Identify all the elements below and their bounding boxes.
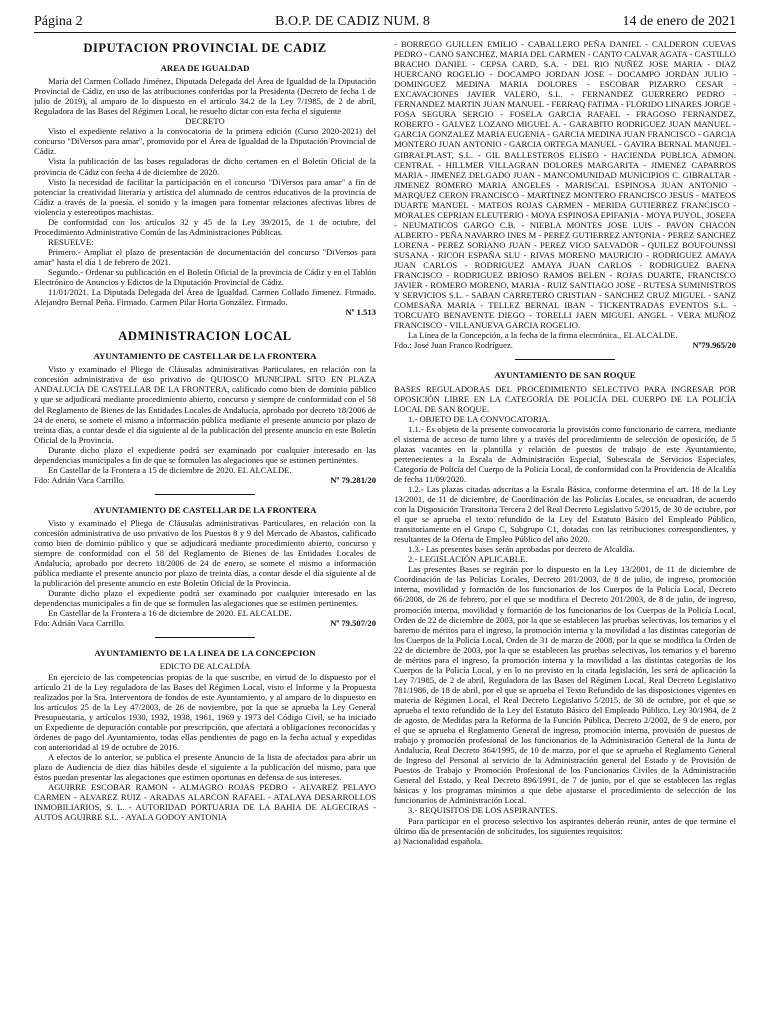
separator-line [155,494,255,495]
paragraph: 1.2.- Las plazas citadas adscritas a la Escala Básica, conforme determina el art. 18 de la Ley 13/2001, de 11 de diciembre, de Coordinación de las Policías Locales, se encuadran, de acuerdo con la Disposición Transitoria Tercera 2 del Real Decreto Legislativo 5/2015, de 30 de octubre, por el que se aprueba el texto refundido de la Ley del Estatuto Básico del Empleado Público, transitoriamente en el Grupo C, Subgrupo C1, dotadas con las retribuciones correspondientes, y resultantes de la Oferta de Empleo Público del año 2020. [394,483,736,545]
bases-heading: BASES REGULADORAS DEL PROCEDIMIENTO SELECTIVO PARA INGRESAR POR OPOSICIÓN LIBRE EN LA CATEGORÍA DE POLICÍA DEL CUERPO DE LA POLICÍA LOCAL DE SAN ROQUE. [394,383,736,414]
affected-list-start: AGUIRRE ESCOBAR RAMON - ALMAGRO ROJAS PEDRO - ALVAREZ PELAYO CARMEN - ALVAREZ RUIZ - ARADAS ALARCON RAFAEL - ATALAYA DESARROLLOS INMOBILIARIOS, S. L. - AUTORIDAD PORTUARIA DE LA BAHIA DE ALGECIRAS - AUTOS AGUIRRE S.L. - AYALA GODOY ANTONIA [34,782,376,823]
notice-number: Nº79.965/20 [692,340,736,351]
notice-title-castellar-1: AYUNTAMIENTO DE CASTELLAR DE LA FRONTERA [93,351,317,362]
signature-row [34,618,376,628]
paragraph: 1.1.- Es objeto de la presente convocatoria la provisión como funcionario de carrera, mediante el sistema de acceso de turno libre y a través del procedimiento de selección de oposición, de 5 plazas vacantes en la plantilla y relación de puestos de trabajo de este Ayuntamiento, pertenecientes a la Escala de Administración Especial, Subescala de Servicios Especiales, Categoría de Policía del Cuerpo de la Policía Local, de conformidad con la Providencia de Alcaldía de fecha 11/09/2020. [394,423,736,484]
section-heading: 2.- LEGISLACIÓN APLICABLE. [408,554,528,565]
separator-line [155,637,255,638]
paragraph: a) Nacionalidad española. [394,835,484,846]
paragraph: Vista la publicación de las bases reguladoras de dicho certamen en el Boletín Oficial de la provincia de Cádiz con fecha 4 de diciembre de 2020. [34,156,376,177]
notice-title-igualdad: AREA DE IGUALDAD [160,63,250,74]
notice-number: Nº 79.507/20 [330,618,376,629]
section-heading: 1.- OBJETO DE LA CONVOCATORIA. [408,413,550,424]
paragraph: La Línea de la Concepción, a la fecha de la firma electrónica., EL ALCALDE. [408,330,678,341]
notice-number-row [34,307,376,317]
signatory: Fdo: Adrián Vaca Carrillo. [34,474,126,485]
signature-row [394,340,736,350]
paragraph: En Castellar de la Frontera a 15 de diciembre de 2020. EL ALCALDE. [48,464,292,475]
paragraph: 1.3.- Las presentes bases serán aprobadas por decreto de Alcaldía. [408,544,635,555]
notice-number: Nº 1.513 [345,307,376,318]
paragraph: Las presentes Bases se regirán por lo dispuesto en la Ley 13/2001, de 11 de diciembre de Coordinación de las Policías Locales, Decreto 201/2003, de 8 de julio, de ingreso, promoción interna, movilidad y formación de los funcionarios de los Cuerpos de la Policía Local, Decreto 66/2008, de 26 de febrero, por el que se modifica el Decreto 201/2003, de 8 de julio, de ingreso, promoción interna, movilidad y formación de los funcionarios de los Cuerpos de la Policía Local, Orden de 22 de diciembre de 2003, por la que se establecen las pruebas selectivas, los temarios y el baremo de méritos para el ingreso, la promoción interna y la movilidad a las distintas categorías de los Cuerpos de la Policía Local, Orden de 31 de marzo de 2008, por la que se modifica la Orden de 22 de diciembre de 2003, por la que se establecen las pruebas selectivas, los temarios y el baremo de méritos para el ingreso, la promoción interna y la movilidad a las distintas categorías de los Cuerpos de la Policía Local, y en lo no previsto en la citada legislación, les será de aplicación la Ley 7/1985, de 2 de abril, Reguladora de las Bases del Régimen Local, Real Decreto Legislativo 781/1986, de 18 de abril, por el que se aprueba el Texto Refundido de las disposiciones vigentes en materia de Régimen Local, el Real Decreto Legislativo 5/2015, de 30 de octubre, por el que se aprueba el texto refundido de la Ley del Estatuto Básico del Empleado Público, Ley 30/1984, de 2 de agosto, de Medidas para la Reforma de la Función Pública, Decreto 2/2002, de 9 de enero, por el que se aprueba el Reglamento General de ingreso, promoción interna, provisión de puestos de trabajo y promoción profesional de los funcionarios de la Administración General de la Junta de Andalucía, Real Decreto 364/1995, de 10 de marzo, por el que se aprueba el Reglamento General de Ingreso del Personal al servicio de la Administración general del Estado y de Provisión de Puestos de Trabajo y Promoción Profesional de los Funcionarios Civiles de la Administración General del Estado, y Real Decreto 896/1991, de 7 de junio, por el que se establecen las reglas básicas y los programas mínimos a que debe ajustarse el procedimiento de selección de los funcionarios de Administración Local. [394,564,736,806]
signatory: Fdo: Adrián Vaca Carrillo. [34,618,126,629]
section-heading-administracion-local: ADMINISTRACION LOCAL [118,329,292,344]
notice-title-la-linea: AYUNTAMIENTO DE LA LINEA DE LA CONCEPCION [94,648,316,659]
right-column [394,39,736,1024]
publication-title: B.O.P. DE CADIZ NUM. 8 [275,14,430,29]
notice-subtitle: EDICTO DE ALCALDÍA [159,661,251,672]
paragraph: Primero.- Ampliar el plazo de presentación de documentación del concurso "DiVersos para amar" hasta el día 1 de febrero de 2021. [34,246,376,267]
section-heading-diputacion: DIPUTACION PROVINCIAL DE CADIZ [83,41,327,55]
columns [34,39,736,1024]
separator-line [515,359,615,360]
signature-row [34,475,376,485]
paragraph: María del Carmen Collado Jiménez, Diputada Delegada del Área de Igualdad de la Diputación Provincial de Cádiz, en uso de las atribuciones conferidas por la Presidenta (Decreto de fecha 1 de julio de 2019), al amparo de lo dispuesto en el artículo 34.2 de la Ley 7/1985, de 2 de abril, Reguladora de las Bases del Régimen Local, he resuelto dictar con esta fecha el siguiente [34,76,376,117]
paragraph: Visto y examinado el Pliego de Cláusulas administrativas Particulares, en relación con la concesión administrativa de uso privativo de los Puestos 8 y 9 del Mercado de Abastos, calificado como bien de dominio público y que se adjudicará mediante procedimiento abierto, concurso y siempre de conformidad con el 58 del Reglamento de Bienes de las Entidades Locales de Andalucía, aprobado por decreto 18/2006 de 24 de enero, se somete el mismo a información pública mediante el presente anuncio por plazo de treinta días, a contar desde el día siguiente al de la publicación del presente anuncio en este Boletín Oficial de la Provincia. [34,517,376,589]
paragraph: Visto la necesidad de facilitar la participación en el concurso "DiVersos para amar" a fin de potenciar la creatividad literaria y artística del alumnado de centros educativos de la provincia de Cádiz a través de la poesía, el sonido y la imagen para fomentar relaciones afectivas libres de violencia y estereotipos machistas. [34,176,376,217]
notice-number: Nº 79.281/20 [330,474,376,485]
page-number: Página 2 [34,14,83,29]
notice-title-san-roque: AYUNTAMIENTO DE SAN ROQUE [494,370,636,381]
paragraph: En ejercicio de las competencias propias de la que suscribe, en virtud de lo dispuesto por el artículo 21 de la Ley reguladora de las Bases del Régimen Local, visto el Informe y la Propuesta realizados por la Sra. Interventora de fondos de este Ayuntamiento, y al amparo de lo dispuesto en los artículos 25 de la Ley 47/2003, de 26 de noviembre, por la que se aprueba la Ley General Presupuestaria, y artículos 1930, 1932, 1938, 1961, 1969 y 1973 del Código Civil, se ha iniciado un Expediente de depuración contable por prescripción, que afectará a obligaciones reconocidas y órdenes de pago del Ayuntamiento, todas ellas pendientes de pago en la fecha actual y expedidas con anterioridad al 19 de octubre de 2016. [34,671,376,752]
decreto-label: DECRETO [185,116,225,127]
left-column [34,39,376,1024]
affected-list-continued: - BORREGO GUILLEN EMILIO - CABALLERO PEÑA DANIEL - CALDERON CUEVAS PEDRO - CANO SANCHEZ, MARIA DEL CARMEN - CANTO CALVAR AGATA - CASTILLO BRACHO DANIEL - CEPSA CARD, S.A. - DEL RIO NUÑEZ JOSE MARIA - DIAZ HUERCANO ROGELIO - DOCAMPO JORDAN JOSE - DOCAMPO JORDAN JULIO - DOMINGUEZ MEDINA MARIA DOLORES - ESCOBAR PIZARRO CESAR - EXCAVACIONES JAVIER VALERO, S.L. - FERNANDEZ GUERRERO PEDRO - FERNANDEZ MARTIN JUAN MANUEL - FERRAQ FATIMA - FLORIDO LINARES JORGE - FOSA SEGURA SERGIO - FOSELA GARCIA RAFAEL - FRAGOSO FERNANDEZ, ROBERTO - GALVEZ LOZANO MIGUEL A. - GARABITO RODRIGUEZ JUAN MANUEL - GARCIA GONZALEZ MARIA EUGENIA - GARCIA MEDINA JUAN FRANCISCO - GARCIA MONTERO JUAN ANTONIO - GARCIA ORTEGA MANUEL - GAVIRA BERNAL MANUEL - GIBRALPLAST, S.L. - GIL BALLESTEROS ELISEO - HACIENDA PUBLICA ADMON. CENTRAL - HILLMER VILLAGRAN DOLORES MARGARITA - JIMENEZ CAPARROS MARIA - JIMENEZ DELGADO JUAN - MANCOMUNIDAD MUNICIPIOS C. GIBRALTAR - JIMENEZ ROMERO MARIA ANGELES - MARISCAL ESPINOSA JUAN ANTONIO - MARQUEZ CERON FRANCISCO - MARTINEZ MONTERO FRANCISCO JESUS - MATEOS DUARTE MANUEL - MATEOS ROJAS CARMEN - MERIDA GUTIERREZ FRANCISCO - MORALES CEPRIAN ELEUTERIO - MOYA ESPINOSA EPIFANIA - MOYA PUYOL, JOSEFA - NEUMATICOS GARGO C.B. - NIEBLA MONTES JOSE LUIS - PAVON CHACON ALBERTO - PEÑA NAVARRO INES M - PEREZ GUTIERREZ ANTONIA - PEREZ SANCHEZ LORENA - PEREZ SORIANO JUAN - PEREZ VICO SALVADOR - QUILEZ BOUFOUNSSI SUSANA - RICOH ESPAÑA SLU - RIVAS MORENO MAURICIO - RODRIGUEZ AMAYA JUAN CARLOS - RODRIGUEZ AMAYA JUAN CARLOS - RODRIGUEZ BAENA FRANCISCO - RODRIGUEZ BRIOSO RAMOS BELEN - ROJAS DUARTE, FRANCISCO JAVIER - ROMERO MORENO, MARIA - RUIZ SANTIAGO JOSE - RUTESA SUMINISTROS Y SERVICIOS S.L. - SABAN CARRETERO CRISTIAN - SANCHEZ CRUZ MIGUEL - SANZ COMESAÑA MARIA - TELLEZ BERNAL IBAN - TICKENTRADAS EVENTOS S.L. - TORCUATO BENAVENTE DIEGO - TORELLI JAEN MIGUEL ANGEL - VERA MUÑOZ FRANCISCO - VILLANUEVA GARCIA ROGELIO. [394,39,736,331]
paragraph: 11/01/2021. La Diputada Delegada del Área de Igualdad. Carmen Collado Jimenez. Firmado. Alejandro Bernal Peña. Firmado. Carmen Pilar Horta González. Firmado. [34,287,376,308]
section-heading: 3.- REQUISITOS DE LOS ASPIRANTES. [408,805,558,816]
page-header [34,12,736,33]
paragraph: A efectos de lo anterior, se publica el presente Anuncio de la lista de afectados para abrir un plazo de Audiencia de diez días hábiles desde el siguiente a la publicación del mismo, para que éstos puedan presentar las alegaciones que estimen oportunas en defensa de sus intereses. [34,751,376,782]
paragraph: En Castellar de la Frontera a 16 de diciembre de 2020. EL ALCALDE. [48,608,292,619]
paragraph: Para participar en el proceso selectivo los aspirantes deberán reunir, antes de que termine el último día de presentación de solicitudes, los siguientes requisitos: [394,815,736,836]
paragraph: Visto el expediente relativo a la convocatoria de la primera edición (Curso 2020-2021) del concurso "DiVersos para amar", promovido por el Área de Igualdad de la Diputación Provincial de Cádiz. [34,126,376,157]
paragraph: Segundo.- Ordenar su publicación en el Boletín Oficial de la provincia de Cádiz y en el Tablón Electrónico de Anuncios y Edictos de la Diputación Provincial de Cádiz. [34,266,376,288]
notice-title-castellar-2: AYUNTAMIENTO DE CASTELLAR DE LA FRONTERA [93,504,317,515]
resuelve-label: RESUELVE: [48,236,94,247]
paragraph: Visto y examinado el Pliego de Cláusulas administrativas Particulares, en relación con la concesión administrativa de uso privativo de QUIOSCO MUNICIPAL SITO EN PLAZA ANDALUCÍA DE CASTELLAR DE LA FRONTERA, calificado como bien de dominio público y que se adjudicará mediante procedimiento abierto, concurso y siempre de conformidad con el 58 del Reglamento de Bienes de las Entidades Locales de Andalucía, aprobado por decreto 18/2006 de 24 de enero, se somete el mismo a información pública mediante el presente anuncio por plazo de treinta días, a contar desde el día siguiente al de la publicación del presente anuncio en este Boletín Oficial de la Provincia. [34,364,376,445]
signatory: Fdo.: José Juan Franco Rodríguez. [394,340,513,351]
paragraph: Durante dicho plazo el expediente podrá ser examinado por cualquier interesado en las dependencias municipales a fin de que se formulen las alegaciones que se estimen pertinentes. [34,444,376,465]
publication-date: 14 de enero de 2021 [622,14,736,29]
paragraph: De conformidad con los artículos 32 y 45 de la Ley 39/2015, de 1 de octubre, del Procedimiento Administrativo Común de las Administraciones Públicas. [34,216,376,237]
paragraph: Durante dicho plazo el expediente podrá ser examinado por cualquier interesado en las dependencias municipales a fin de que se formulen las alegaciones que se estimen pertinentes. [34,588,376,609]
